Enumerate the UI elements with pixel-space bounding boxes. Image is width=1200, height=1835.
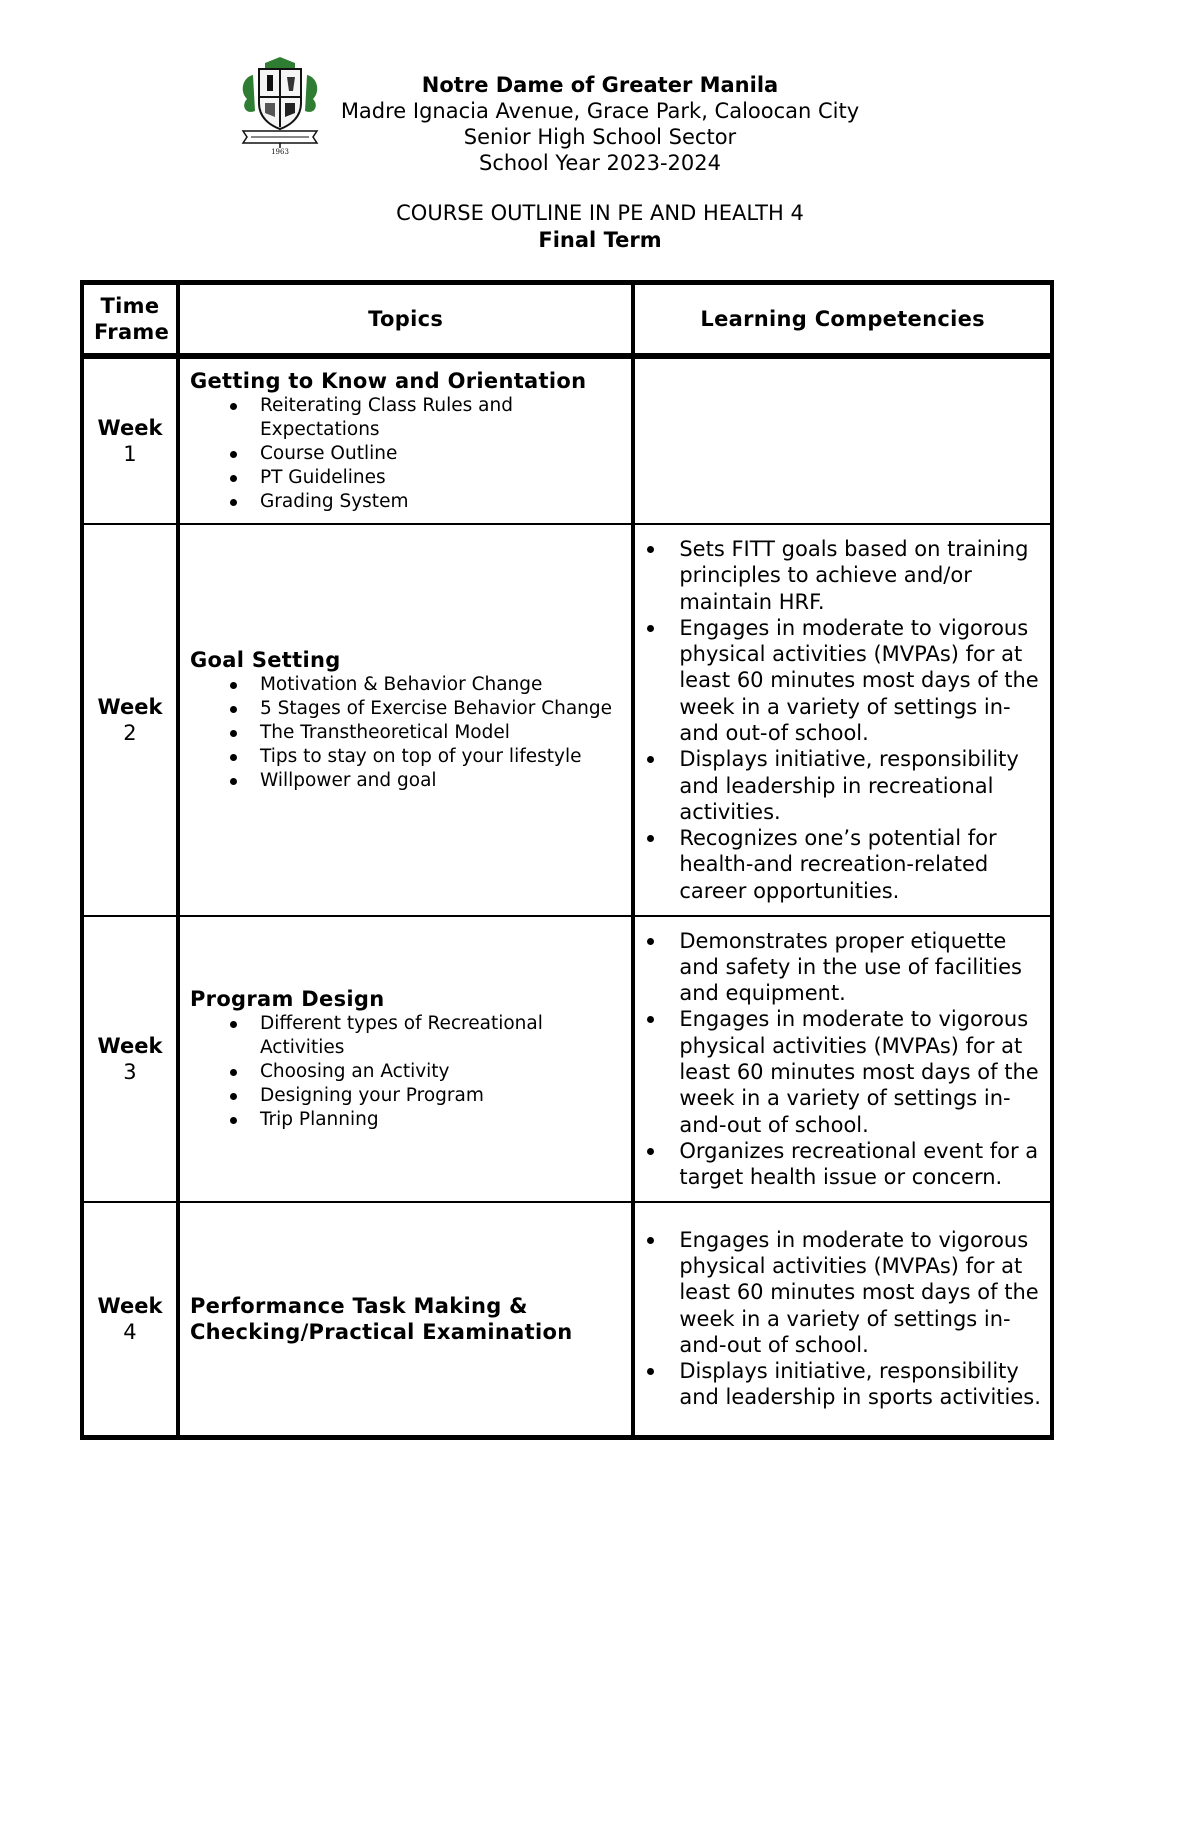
header-time-frame: Time Frame xyxy=(82,283,178,357)
topic-list xyxy=(190,1012,621,1132)
document-title-block xyxy=(0,200,1200,254)
competency-item: Organizes recreational event for a target health issue or concern. xyxy=(679,1138,1044,1191)
week-label: Week xyxy=(97,695,163,719)
competency-list xyxy=(635,1227,1044,1411)
competency-item: Recognizes one’s potential for health-and recreation-related career opportunities. xyxy=(679,825,1044,904)
week-cell xyxy=(82,356,178,524)
topics-cell xyxy=(178,1202,633,1437)
topic-title: Getting to Know and Orientation xyxy=(189,369,587,393)
topic-item: Willpower and goal xyxy=(260,769,621,793)
competency-item: Sets FITT goals based on training principles to achieve and/or maintain HRF. xyxy=(679,536,1044,615)
document-title: COURSE OUTLINE IN PE AND HEALTH 4 xyxy=(396,201,804,225)
competency-item: Engages in moderate to vigorous physical activities (MVPAs) for at least 60 minutes most days of the week in a variety of settings in-and-out of school. xyxy=(679,1227,1044,1358)
week-label: Week xyxy=(97,416,163,440)
topic-item: Grading System xyxy=(260,490,621,514)
topics-cell xyxy=(178,524,633,916)
week-label: Week xyxy=(97,1293,163,1318)
school-year: School Year 2023-2024 xyxy=(479,151,721,175)
topic-item: Choosing an Activity xyxy=(260,1060,621,1084)
topics-cell xyxy=(178,356,633,524)
topics-cell xyxy=(178,916,633,1202)
topic-item: Designing your Program xyxy=(260,1084,621,1108)
week-number: 3 xyxy=(123,1060,137,1084)
competencies-cell xyxy=(633,916,1052,1202)
week-cell xyxy=(82,916,178,1202)
school-name: Notre Dame of Greater Manila xyxy=(421,73,779,97)
topic-item: 5 Stages of Exercise Behavior Change xyxy=(260,697,621,721)
topic-list xyxy=(190,394,621,514)
competency-item: Engages in moderate to vigorous physical activities (MVPAs) for at least 60 minutes most days of the week in a variety of settings in-and-out of school. xyxy=(679,1006,1044,1137)
table-row xyxy=(82,524,1052,916)
topic-title: Program Design xyxy=(189,987,385,1011)
topic-item: PT Guidelines xyxy=(260,466,621,490)
topic-title: Performance Task Making & Checking/Practical Examination xyxy=(189,1293,573,1344)
competencies-cell xyxy=(633,356,1052,524)
competency-item: Demonstrates proper etiquette and safety in the use of facilities and equipment. xyxy=(679,928,1044,1007)
topic-item: Course Outline xyxy=(260,442,621,466)
competency-list xyxy=(635,536,1044,904)
topic-item: Trip Planning xyxy=(260,1108,621,1132)
table-row xyxy=(82,1202,1052,1437)
week-label: Week xyxy=(97,1034,163,1058)
topic-item: Tips to stay on top of your lifestyle xyxy=(260,745,621,769)
topic-title: Goal Setting xyxy=(189,648,341,672)
competencies-cell xyxy=(633,524,1052,916)
course-outline-table xyxy=(80,280,1054,1440)
school-header xyxy=(0,72,1200,176)
table-header-row xyxy=(82,283,1052,357)
school-address: Madre Ignacia Avenue, Grace Park, Caloocan City xyxy=(340,99,860,123)
header-topics: Topics xyxy=(178,283,633,357)
topic-list xyxy=(190,673,621,793)
week-number: 1 xyxy=(123,442,137,466)
topic-item: Motivation & Behavior Change xyxy=(260,673,621,697)
school-sector: Senior High School Sector xyxy=(463,125,737,149)
week-cell xyxy=(82,1202,178,1437)
week-cell xyxy=(82,524,178,916)
topic-item: Different types of Recreational Activities xyxy=(260,1012,621,1060)
topic-item: The Transtheoretical Model xyxy=(260,721,621,745)
week-number: 2 xyxy=(123,721,137,745)
table-row xyxy=(82,916,1052,1202)
competencies-cell xyxy=(633,1202,1052,1437)
logo-year: 1963 xyxy=(271,148,289,155)
competency-item: Displays initiative, responsibility and leadership in recreational activities. xyxy=(679,746,1044,825)
header-competencies: Learning Competencies xyxy=(633,283,1052,357)
document-subtitle: Final Term xyxy=(538,228,662,252)
competency-item: Displays initiative, responsibility and leadership in sports activities. xyxy=(679,1358,1044,1411)
topic-item: Reiterating Class Rules and Expectations xyxy=(260,394,621,442)
week-number: 4 xyxy=(123,1319,137,1344)
table-row xyxy=(82,356,1052,524)
competency-list xyxy=(635,928,1044,1191)
competency-item: Engages in moderate to vigorous physical activities (MVPAs) for at least 60 minutes most days of the week in a variety of settings in- and out-of school. xyxy=(679,615,1044,746)
